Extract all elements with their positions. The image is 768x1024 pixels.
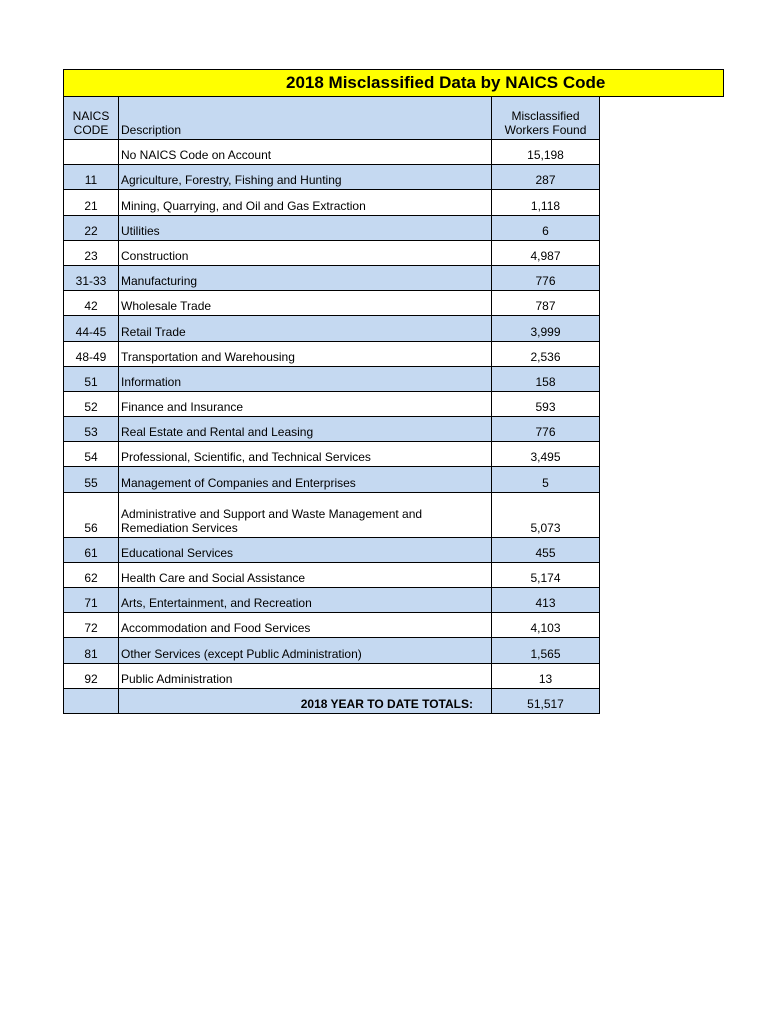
table-row	[64, 165, 600, 190]
cell-code: 42	[64, 291, 119, 316]
cell-code: 22	[64, 215, 119, 240]
cell-description: Arts, Entertainment, and Recreation	[119, 588, 492, 613]
table-row	[64, 265, 600, 290]
table-row	[64, 467, 600, 492]
cell-description: Agriculture, Forestry, Fishing and Hunting	[119, 165, 492, 190]
table-row	[64, 588, 600, 613]
cell-code: 48-49	[64, 341, 119, 366]
cell-description: Wholesale Trade	[119, 291, 492, 316]
cell-description: Retail Trade	[119, 316, 492, 341]
table-row	[64, 240, 600, 265]
header-description: Description	[119, 97, 492, 140]
table-row	[64, 215, 600, 240]
cell-description: Other Services (except Public Administration)	[119, 638, 492, 663]
cell-description: Accommodation and Food Services	[119, 613, 492, 638]
cell-description: Finance and Insurance	[119, 391, 492, 416]
cell-code: 55	[64, 467, 119, 492]
cell-value: 455	[492, 537, 600, 562]
header-value: Misclassified Workers Found	[492, 97, 600, 140]
header-row	[64, 97, 600, 140]
cell-value: 1,565	[492, 638, 600, 663]
naics-table	[63, 96, 600, 714]
cell-value: 776	[492, 265, 600, 290]
cell-description: Professional, Scientific, and Technical Services	[119, 442, 492, 467]
cell-code: 56	[64, 492, 119, 537]
cell-code: 54	[64, 442, 119, 467]
cell-description: Manufacturing	[119, 265, 492, 290]
cell-description: Health Care and Social Assistance	[119, 562, 492, 587]
cell-code: 51	[64, 366, 119, 391]
cell-description: Transportation and Warehousing	[119, 341, 492, 366]
table-row	[64, 613, 600, 638]
cell-value: 13	[492, 663, 600, 688]
cell-description: Construction	[119, 240, 492, 265]
cell-code: 61	[64, 537, 119, 562]
totals-label: 2018 YEAR TO DATE TOTALS:	[119, 688, 492, 713]
table-row	[64, 366, 600, 391]
cell-value: 287	[492, 165, 600, 190]
cell-value: 2,536	[492, 341, 600, 366]
cell-description: Real Estate and Rental and Leasing	[119, 417, 492, 442]
cell-description: Information	[119, 366, 492, 391]
table-row	[64, 417, 600, 442]
cell-value: 4,103	[492, 613, 600, 638]
table-row	[64, 537, 600, 562]
cell-code: 23	[64, 240, 119, 265]
table-row	[64, 140, 600, 165]
table-row	[64, 316, 600, 341]
cell-value: 5,073	[492, 492, 600, 537]
cell-description: Administrative and Support and Waste Management and Remediation Services	[119, 492, 492, 537]
cell-code: 53	[64, 417, 119, 442]
cell-code	[64, 140, 119, 165]
cell-code: 92	[64, 663, 119, 688]
cell-value: 3,495	[492, 442, 600, 467]
cell-value: 593	[492, 391, 600, 416]
table-row	[64, 391, 600, 416]
totals-row	[64, 688, 600, 713]
cell-value: 158	[492, 366, 600, 391]
totals-value: 51,517	[492, 688, 600, 713]
cell-value: 1,118	[492, 190, 600, 215]
cell-code: 62	[64, 562, 119, 587]
title-bar	[63, 69, 724, 97]
cell-code: 81	[64, 638, 119, 663]
header-code: NAICS CODE	[64, 97, 119, 140]
cell-value: 776	[492, 417, 600, 442]
cell-description: Public Administration	[119, 663, 492, 688]
table-row	[64, 492, 600, 537]
table-row	[64, 341, 600, 366]
table-row	[64, 663, 600, 688]
cell-description: Utilities	[119, 215, 492, 240]
cell-value: 4,987	[492, 240, 600, 265]
table-row	[64, 562, 600, 587]
cell-description: Mining, Quarrying, and Oil and Gas Extraction	[119, 190, 492, 215]
totals-code-cell	[64, 688, 119, 713]
cell-value: 3,999	[492, 316, 600, 341]
table-row	[64, 638, 600, 663]
cell-value: 5,174	[492, 562, 600, 587]
cell-value: 5	[492, 467, 600, 492]
cell-code: 52	[64, 391, 119, 416]
cell-value: 787	[492, 291, 600, 316]
cell-value: 6	[492, 215, 600, 240]
cell-value: 15,198	[492, 140, 600, 165]
cell-code: 11	[64, 165, 119, 190]
sheet-title: 2018 Misclassified Data by NAICS Code	[286, 73, 606, 92]
cell-code: 71	[64, 588, 119, 613]
cell-code: 31-33	[64, 265, 119, 290]
cell-description: Educational Services	[119, 537, 492, 562]
cell-code: 21	[64, 190, 119, 215]
cell-value: 413	[492, 588, 600, 613]
cell-description: Management of Companies and Enterprises	[119, 467, 492, 492]
table-row	[64, 190, 600, 215]
table-row	[64, 442, 600, 467]
table-row	[64, 291, 600, 316]
cell-code: 72	[64, 613, 119, 638]
cell-code: 44-45	[64, 316, 119, 341]
cell-description: No NAICS Code on Account	[119, 140, 492, 165]
